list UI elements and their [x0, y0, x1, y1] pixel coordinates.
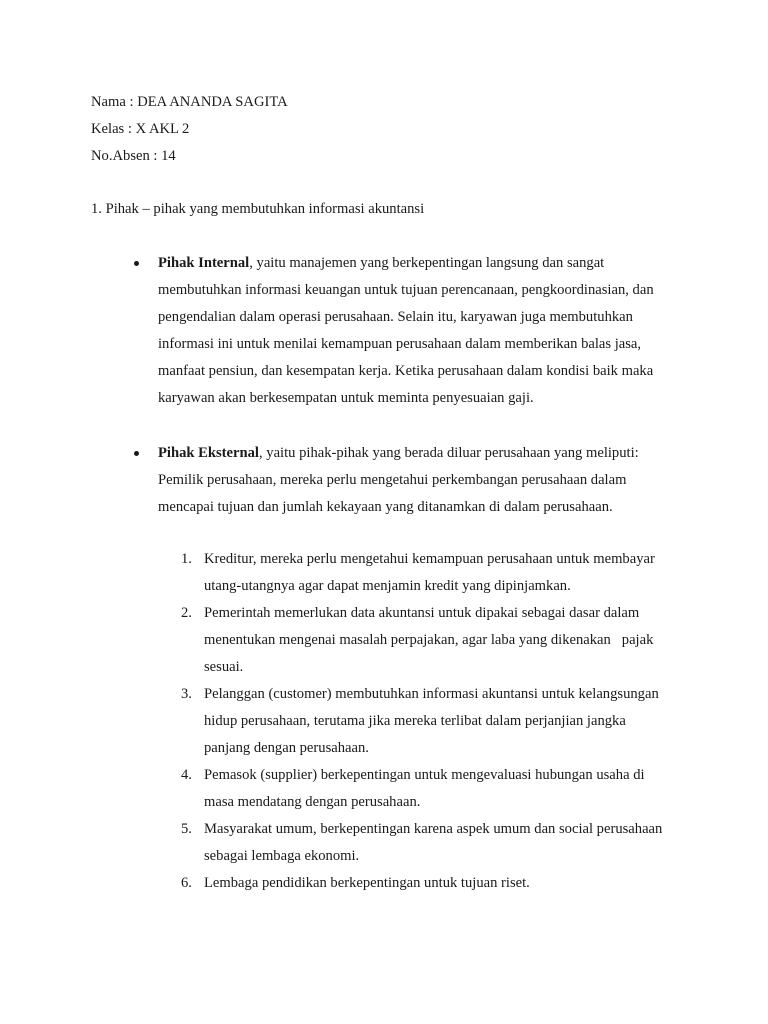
internal-line-3: pengendalian dalam operasi perusahaan. Selain itu, karyawan juga membutuhkan — [158, 309, 633, 325]
list-item-line: Pemerintah memerlukan data akuntansi untuk dipakai sebagai dasar dalam — [204, 605, 640, 621]
list-item-line: hidup perusahaan, terutama jika mereka terlibat dalam perjanjian jangka — [204, 713, 626, 729]
list-item-line: masa mendatang dengan perusahaan. — [204, 794, 421, 810]
list-item-line: Lembaga pendidikan berkepentingan untuk tujuan riset. — [204, 875, 530, 891]
bullet-icon — [134, 451, 139, 456]
external-term: Pihak Eksternal — [158, 445, 259, 461]
list-number: 5. — [181, 821, 192, 837]
internal-line-4: informasi ini untuk menilai kemampuan perusahaan dalam memberikan balas jasa, — [158, 336, 642, 352]
list-number: 1. — [181, 551, 192, 567]
list-item-line: menentukan mengenai masalah perpajakan, agar laba yang dikenakan pajak — [204, 632, 654, 648]
list-number: 3. — [181, 686, 192, 702]
student-name: Nama : DEA ANANDA SAGITA — [91, 94, 288, 110]
external-text-1: , yaitu pihak-pihak yang berada diluar perusahaan yang meliputi: — [258, 445, 639, 461]
external-line-1 — [158, 444, 639, 462]
student-class: Kelas : X AKL 2 — [91, 121, 190, 137]
list-number: 6. — [181, 875, 192, 891]
external-line-2: Pemilik perusahaan, mereka perlu mengetahui perkembangan perusahaan dalam — [158, 472, 627, 488]
student-number: No.Absen : 14 — [91, 148, 176, 164]
internal-term: Pihak Internal — [158, 255, 250, 271]
bullet-icon — [134, 261, 139, 266]
list-item-line: utang-utangnya agar dapat menjamin kredit yang dipinjamkan. — [204, 578, 571, 594]
internal-line-5: manfaat pensiun, dan kesempatan kerja. Ketika perusahaan dalam kondisi baik maka — [158, 363, 654, 379]
list-item-line: sesuai. — [204, 659, 244, 675]
list-number: 2. — [181, 605, 192, 621]
external-line-3: mencapai tujuan dan jumlah kekayaan yang ditanamkan di dalam perusahaan. — [158, 499, 613, 515]
internal-line-2: membutuhkan informasi keuangan untuk tujuan perencanaan, pengkoordinasian, dan — [158, 282, 654, 298]
question-title: 1. Pihak – pihak yang membutuhkan informasi akuntansi — [91, 201, 425, 217]
internal-line-6: karyawan akan berkesempatan untuk meminta penyesuaian gaji. — [158, 390, 534, 406]
internal-text-1: , yaitu manajemen yang berkepentingan langsung dan sangat — [249, 255, 605, 271]
list-item-line: Pemasok (supplier) berkepentingan untuk mengevaluasi hubungan usaha di — [204, 767, 645, 783]
list-number: 4. — [181, 767, 192, 783]
internal-line-1 — [158, 254, 604, 272]
list-item-line: Pelanggan (customer) membutuhkan informasi akuntansi untuk kelangsungan — [204, 686, 659, 702]
list-item-line: panjang dengan perusahaan. — [204, 740, 369, 756]
list-item-line: Masyarakat umum, berkepentingan karena aspek umum dan social perusahaan — [204, 821, 663, 837]
list-item-line: Kreditur, mereka perlu mengetahui kemampuan perusahaan untuk membayar — [204, 551, 655, 567]
list-item-line: sebagai lembaga ekonomi. — [204, 848, 360, 864]
